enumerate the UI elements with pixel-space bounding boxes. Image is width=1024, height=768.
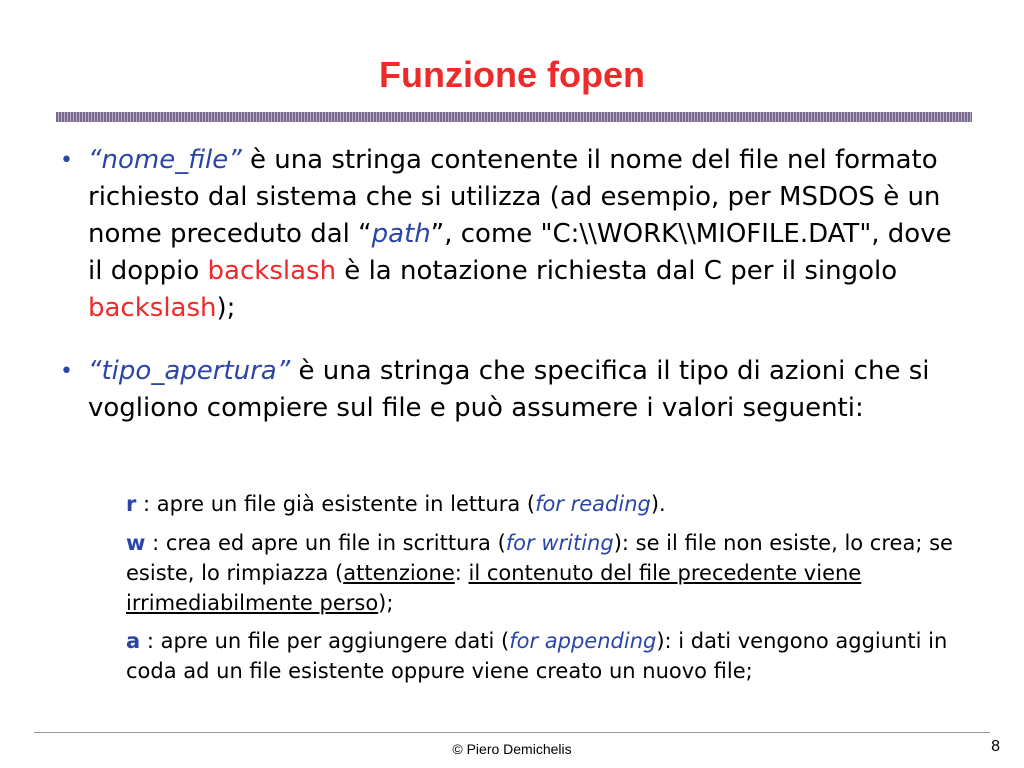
mode-r xyxy=(126,489,966,519)
mode-text: : apre un file per aggiungere dati ( xyxy=(140,629,510,653)
mode-key: a xyxy=(126,629,141,653)
term-nome-file: nome_file xyxy=(101,145,229,175)
mode-text: : apre un file già esistente in lettura ( xyxy=(136,492,536,516)
bullet-text-part: è una stringa contenente il nome del file nel formato richiesto dal sistema che si utilizza (ad esempio, per MSDOS è un nome preceduto dal “ xyxy=(88,145,941,249)
quote-close: ” xyxy=(228,145,242,175)
mode-english: for appending xyxy=(509,629,657,653)
warning-label: attenzione xyxy=(343,561,455,585)
mode-english: for writing xyxy=(505,531,614,555)
quote-open: “ xyxy=(88,356,102,386)
bullet-marker: • xyxy=(60,148,73,173)
term-tipo-apertura: tipo_apertura xyxy=(101,356,277,386)
mode-key: r xyxy=(126,492,137,516)
mode-text: ). xyxy=(650,492,666,516)
mode-a xyxy=(126,626,966,686)
highlight-backslash: backslash xyxy=(207,256,337,286)
footer-divider xyxy=(34,732,990,733)
bullet-nome-file xyxy=(60,142,960,327)
page-number: 8 xyxy=(991,738,1000,755)
quote-close: ” xyxy=(276,356,291,386)
slide-title: Funzione fopen xyxy=(379,54,645,95)
highlight-backslash: backslash xyxy=(88,293,217,323)
mode-text: ): se il file non esiste, lo crea; se esiste, lo rimpiazza ( xyxy=(126,531,953,585)
mode-english: for reading xyxy=(535,492,651,516)
mode-text: : crea ed apre un file in scrittura ( xyxy=(145,531,506,555)
bullet-text xyxy=(88,142,960,327)
title-divider xyxy=(56,112,972,122)
term-path: path xyxy=(371,219,431,249)
warning-text: il contenuto del file precedente viene irrimediabilmente perso xyxy=(126,561,862,615)
mode-key: w xyxy=(126,531,146,555)
mode-text: : xyxy=(454,561,469,585)
footer-author: © Piero Demichelis xyxy=(452,741,572,757)
mode-text: ): i dati vengono aggiunti in coda ad un file esistente oppure viene creato un nuovo file; xyxy=(126,629,948,683)
quote-open: “ xyxy=(88,145,102,175)
mode-text: ); xyxy=(378,591,394,615)
bullet-marker: • xyxy=(60,359,73,384)
bullet-text xyxy=(88,353,960,427)
bullet-tipo-apertura xyxy=(60,353,960,427)
bullet-text-part: è una stringa che specifica il tipo di azioni che si vogliono compiere sul file e può assumere i valori seguenti: xyxy=(88,356,930,423)
bullet-text-part: è la notazione richiesta dal C per il singolo xyxy=(336,256,898,286)
bullet-text-part: ”, come "C:\\WORK\\MIOFILE.DAT", dove il doppio xyxy=(88,219,952,286)
bullet-text-part: ); xyxy=(216,293,236,323)
mode-w xyxy=(126,528,966,618)
